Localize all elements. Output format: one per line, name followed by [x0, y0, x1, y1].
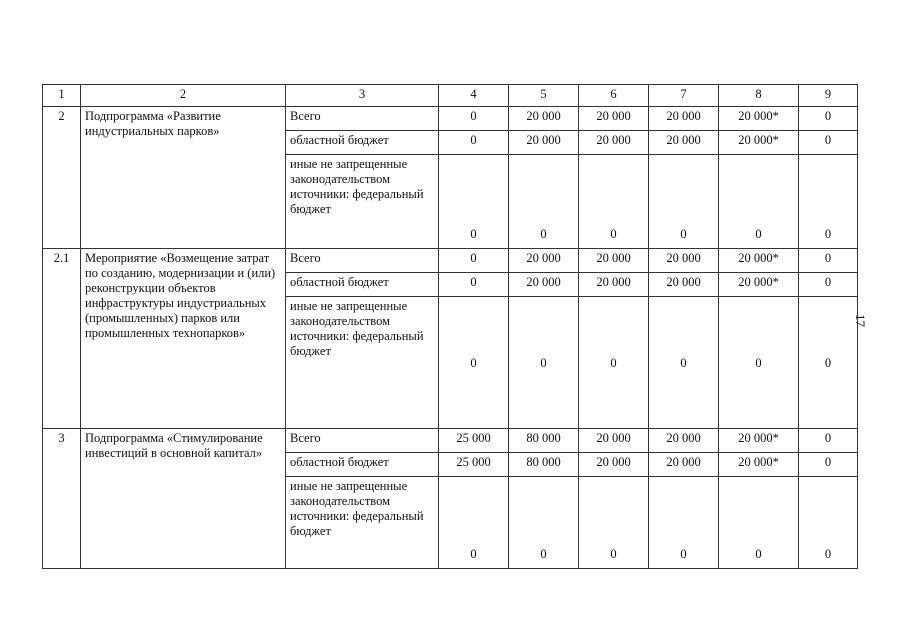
value-cell: 20 000*: [719, 131, 799, 155]
row-number: 2.1: [43, 249, 81, 429]
value-cell: 20 000*: [719, 453, 799, 477]
header-cell: 4: [439, 85, 509, 107]
value-cell: 20 000: [649, 131, 719, 155]
table-row: [43, 429, 858, 453]
value-cell: 0: [579, 297, 649, 429]
value-cell: 20 000: [579, 107, 649, 131]
value-cell: 20 000: [579, 453, 649, 477]
funding-source: областной бюджет: [286, 273, 439, 297]
funding-source: Всего: [286, 429, 439, 453]
value-cell: 0: [509, 477, 579, 569]
value-cell: 25 000: [439, 429, 509, 453]
funding-source: областной бюджет: [286, 453, 439, 477]
value-cell: 20 000: [649, 107, 719, 131]
item-name: Мероприятие «Возмещение затрат по созданию, модернизации и (или) реконструкции объектов инфраструктуры индустриальных (промышленных) парков или промышленных технопарков»: [81, 249, 286, 429]
table-row: [43, 107, 858, 131]
value-cell: 20 000: [509, 273, 579, 297]
header-cell: 3: [286, 85, 439, 107]
value-cell: 20 000: [509, 131, 579, 155]
value-cell: 20 000: [649, 249, 719, 273]
value-cell: 20 000: [649, 273, 719, 297]
value-cell: 0: [799, 429, 858, 453]
value-cell: 0: [579, 477, 649, 569]
value-cell: 0: [799, 273, 858, 297]
value-cell: 25 000: [439, 453, 509, 477]
value-cell: 20 000: [579, 429, 649, 453]
value-cell: 0: [439, 249, 509, 273]
value-cell: 0: [439, 273, 509, 297]
header-cell: 7: [649, 85, 719, 107]
value-cell: 0: [799, 453, 858, 477]
header-cell: 1: [43, 85, 81, 107]
header-cell: 5: [509, 85, 579, 107]
value-cell: 0: [799, 297, 858, 429]
header-cell: 6: [579, 85, 649, 107]
funding-source: Всего: [286, 107, 439, 131]
item-name: Подпрограмма «Развитие индустриальных парков»: [81, 107, 286, 249]
value-cell: 20 000*: [719, 273, 799, 297]
row-number: 2: [43, 107, 81, 249]
header-cell: 2: [81, 85, 286, 107]
value-cell: 0: [799, 155, 858, 249]
funding-source: Всего: [286, 249, 439, 273]
value-cell: 20 000*: [719, 429, 799, 453]
value-cell: 20 000*: [719, 107, 799, 131]
value-cell: 0: [439, 477, 509, 569]
value-cell: 0: [719, 477, 799, 569]
value-cell: 0: [649, 155, 719, 249]
value-cell: 0: [439, 155, 509, 249]
value-cell: 20 000: [579, 273, 649, 297]
value-cell: 20 000: [509, 249, 579, 273]
table-row: [43, 249, 858, 273]
value-cell: 20 000: [649, 429, 719, 453]
item-name: Подпрограмма «Стимулирование инвестиций в основной капитал»: [81, 429, 286, 569]
funding-source: областной бюджет: [286, 131, 439, 155]
value-cell: 20 000: [649, 453, 719, 477]
funding-source: иные не запрещенные законодательством источники: федеральный бюджет: [286, 477, 439, 569]
header-cell: 8: [719, 85, 799, 107]
value-cell: 0: [799, 131, 858, 155]
value-cell: 80 000: [509, 453, 579, 477]
value-cell: 20 000: [509, 107, 579, 131]
value-cell: 20 000*: [719, 249, 799, 273]
value-cell: 0: [439, 107, 509, 131]
header-row: [43, 85, 858, 107]
value-cell: 0: [799, 107, 858, 131]
value-cell: 0: [799, 477, 858, 569]
value-cell: 80 000: [509, 429, 579, 453]
value-cell: 0: [579, 155, 649, 249]
value-cell: 0: [719, 155, 799, 249]
value-cell: 20 000: [579, 131, 649, 155]
value-cell: 0: [799, 249, 858, 273]
value-cell: 0: [509, 297, 579, 429]
value-cell: 0: [649, 477, 719, 569]
value-cell: 0: [649, 297, 719, 429]
header-cell: 9: [799, 85, 858, 107]
page-number: 17: [853, 314, 868, 327]
funding-source: иные не запрещенные законодательством источники: федеральный бюджет: [286, 297, 439, 429]
budget-table: [42, 84, 858, 569]
row-number: 3: [43, 429, 81, 569]
value-cell: 0: [439, 297, 509, 429]
value-cell: 0: [439, 131, 509, 155]
value-cell: 0: [509, 155, 579, 249]
value-cell: 0: [719, 297, 799, 429]
value-cell: 20 000: [579, 249, 649, 273]
funding-source: иные не запрещенные законодательством источники: федеральный бюджет: [286, 155, 439, 249]
